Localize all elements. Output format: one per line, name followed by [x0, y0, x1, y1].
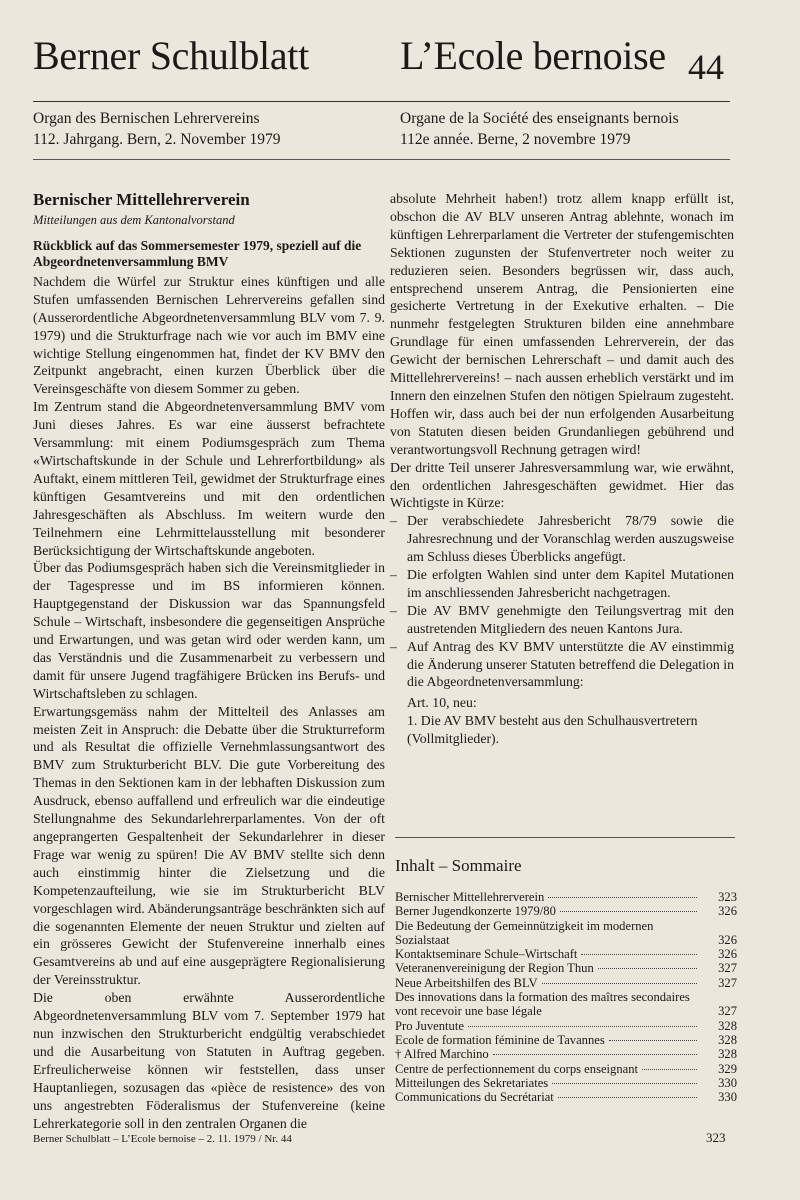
list-dash: – — [390, 602, 397, 618]
contents-entry — [395, 947, 737, 961]
masthead-info-german — [33, 108, 363, 150]
list-item-text: Die AV BMV genehmigte den Teilungsvertrag mit den austretenden Mitgliedern des neuen Kantons Jura. — [407, 602, 734, 636]
list-item — [390, 602, 734, 638]
statute-article-text: 1. Die AV BMV besteht aus den Schulhausvertretern (Vollmitglieder). — [407, 713, 698, 747]
list-item-text: Auf Antrag des KV BMV unterstützte die AV einstimmig die Änderung unserer Statuten betreffend die Delegation in die Abgeordnetenversammlung: — [407, 638, 734, 690]
list-item-text: Die erfolgten Wahlen sind unter dem Kapitel Mutationen im anschliessenden Jahresbericht nachgetragen. — [407, 567, 734, 600]
paragraph: Erwartungsgemäss nahm der Mittelteil des Anlasses am meisten Zeit in Anspruch: die Debatte über die Strukturreform und als Resultat die offizielle Vernehmlassungsantwort des BMV zum Strukturbericht BLV. Die gute Vorbereitung des Themas in den Sektionen kam in der lebhaften Diskussion zum Ausdruck, ebenso auffallend und erfreulich war die eindeutige Stellungnahme des Sekundarlehrerparlamentes. Von der oft angeprangerten Gespaltenheit der Sekundarlehrer in dieser Frage war wenig zu spüren! Die AV BMV stellte sich denn auch einstimmig hinter die Zielsetzung und die Kompetenzaufteilung, wie sie im Strukturbericht BLV vorgeschlagen wird. Abänderungsanträge beschränkten sich auf die sogenannten Elemente der neuen Struktur und zielten auf ein grösseres Gewicht der Stufenvereine innerhalb eines Gesamtvereins ab und auf eine ausgeprägtere Regionalisierung der Vereinsstruktur. — [33, 703, 385, 988]
contents-entry — [395, 1019, 737, 1033]
dot-leader — [560, 911, 697, 912]
list-item — [390, 638, 734, 692]
contents-entry-page: 328 — [718, 1032, 737, 1047]
dot-leader — [468, 1026, 697, 1027]
paragraph: Über das Podiumsgespräch haben sich die Vereinsmitglieder in der Tagespresse und im BS informieren können. Hauptgegenstand der Diskussion war das Spannungsfeld Schule – Wirtschaft, insbesondere die gegenseitigen Ansprüche und Erwartungen, und was getan wird oder werden kann, um das Verständnis und die Zusammenarbeit zu verbessern und damit für unsere Jugend tragfähigere Brücken ins Berufs- und Wirtschaftsleben zu schlagen. — [33, 560, 385, 701]
list-item — [390, 512, 734, 566]
paragraph: Die oben erwähnte Ausserordentliche Abgeordnetenversammlung BLV vom 7. September 1979 hat nun inzwischen den Strukturbericht endgültig verabschiedet und die Ausarbeitung von Statuten in Auftrag gegeben. Erfreulicherweise können wir feststellen, dass unser Hauptanliegen, sozusagen das «pièce de resistence» des von uns angestrebten Föderalismus der Stufenvereine (keine Lehrerkategorie soll in den zentralen Organen die — [33, 990, 385, 1131]
contents-entry-title: Bernischer Mittellehrerverein — [395, 890, 545, 904]
article-headline: Rückblick auf das Sommersemester 1979, speziell auf die Abgeordnetenversammlung BMV — [33, 237, 362, 269]
contents-entry-line — [395, 904, 701, 918]
list-item — [390, 566, 734, 602]
contents-entry-page: 328 — [718, 1018, 737, 1033]
contents-entry-title: Pro Juventute — [395, 1018, 464, 1033]
list-dash: – — [390, 638, 397, 654]
contents-entry-title: Neue Arbeitshilfen des BLV — [395, 975, 538, 990]
dot-leader — [642, 1069, 697, 1070]
section-title: Bernischer Mittellehrerverein — [33, 190, 250, 209]
contents-entry-line — [395, 1047, 701, 1061]
contents-entry-title: Berner Jugendkonzerte 1979/80 — [395, 904, 556, 919]
dot-leader — [493, 1054, 697, 1055]
contents-entry-title: Kontaktseminare Schule–Wirtschaft — [395, 947, 578, 962]
contents-entry-page: 327 — [718, 975, 737, 990]
masthead-title-german: Berner Schulblatt — [33, 33, 309, 78]
contents-entry — [395, 961, 737, 975]
dot-leader — [609, 1040, 697, 1041]
footer-page-number: 323 — [706, 1130, 726, 1145]
dot-leader — [598, 968, 697, 969]
contents-entry-page: 330 — [718, 1075, 737, 1090]
contents-entry-page: 326 — [718, 904, 737, 919]
dot-leader — [558, 1097, 697, 1098]
contents-entry — [395, 1062, 737, 1076]
contents-entry-line — [395, 1033, 701, 1047]
contents-rule — [395, 837, 735, 838]
contents-entry-page: 326 — [718, 947, 737, 962]
dot-leader — [542, 983, 697, 984]
contents-entry-line — [395, 976, 701, 990]
contents-entry-title: Ecole de formation féminine de Tavannes — [395, 1032, 605, 1047]
contents-entry — [395, 1033, 737, 1047]
contents-entry-line — [395, 1019, 701, 1033]
contents-entry — [395, 1090, 737, 1104]
contents-entry-page: 327 — [718, 1004, 737, 1019]
list-dash: – — [390, 567, 397, 583]
org-name-french: Organe de la Société des enseignants bernois — [400, 110, 679, 127]
footer-citation: Berner Schulblatt – L’Ecole bernoise – 2. 11. 1979 / Nr. 44 — [33, 1133, 292, 1145]
contents-entry-title: Veteranenvereinigung der Region Thun — [395, 961, 594, 976]
contents-entry — [395, 1047, 737, 1061]
business-list — [390, 512, 734, 691]
article-column-left — [33, 190, 385, 1132]
contents-entry-title: † Alfred Marchino — [395, 1047, 489, 1062]
paragraph: Der dritte Teil unserer Jahresversammlung war, wie erwähnt, den ordentlichen Jahresgeschäften gewidmet. Hier das Wichtigste in Kürze: — [390, 459, 734, 511]
section-subtitle: Mitteilungen aus dem Kantonalvorstand — [33, 213, 235, 227]
list-item-text: Der verabschiedete Jahresbericht 78/79 sowie die Jahresrechnung und der Voranschlag werden auszugsweise am Schluss dieses Überblicks angefügt. — [407, 513, 734, 565]
contents-entry-line — [395, 1062, 701, 1076]
volume-date-german: 112. Jahrgang. Bern, 2. November 1979 — [33, 131, 281, 148]
contents-entry-title: Communications du Secrétariat — [395, 1090, 554, 1105]
contents-entry-line — [395, 961, 701, 975]
contents-entry-page: 330 — [718, 1090, 737, 1105]
issue-number: 44 — [688, 47, 724, 87]
header-rule — [33, 159, 730, 160]
paragraph: Im Zentrum stand die Abgeordnetenversammlung BMV vom Juni dieses Jahres. Es war eine äusserst befrachtete Versammlung: mit einem Podiumsgespräch zum Thema «Wirtschaftskunde in der Schule und Lehrerfortbildung» als Auftakt, einem mittleren Teil, gewidmet der Strukturfrage eines künftigen Gesamtvereins und mit den ordentlichen Jahresgeschäften als Abschluss. Im weitern wurde den Teilnehmern eine Lehrmittelausstellung mit besonderer Berücksichtigung der Wirtschaftskunde angeboten. — [33, 399, 385, 558]
paragraph: absolute Mehrheit haben!) trotz allem knapp erfüllt ist, obschon die AV BLV unseren Antrag ablehnte, wonach im künftigen Lehrerparlament die Vertreter der stufengemischten Sektionen zugunsten der Stufenvertreter noch weiter zu reduzieren seien. Besonders begrüssen wir, dass auch, entsprechend unserem Antrag, die Pensionierten eine gesicherte Vertretung in der Exekutive erhalten. – Die nunmehr festgelegten Strukturen bilden eine annehmbare Grundlage für einen umfassenden Lehrerverein, der das Gewicht der bernischen Lehrerschaft – und damit auch des Mittellehrervereins! – nach aussen erheblich verstärkt und im Innern den einzelnen Stufen den nötigen Spielraum zugesteht. Hoffen wir, dass auch bei der nun erfolgenden Ausarbeitung von Statuten diesen beiden Grundanliegen gebührend und verantwortungsvoll Rechnung getragen wird! — [390, 191, 734, 457]
contents-entry-line — [395, 1090, 701, 1104]
contents-entry-line — [395, 990, 701, 1019]
contents-entry — [395, 990, 737, 1019]
masthead-title-french: L’Ecole bernoise — [400, 33, 666, 78]
list-dash: – — [390, 513, 397, 529]
contents-list — [395, 890, 737, 1104]
article-column-right — [390, 190, 734, 748]
org-name-german: Organ des Bernischen Lehrervereins — [33, 110, 260, 127]
dot-leader — [552, 1083, 697, 1084]
contents-entry — [395, 919, 737, 948]
contents-entry-page: 323 — [718, 890, 737, 904]
contents-entry — [395, 890, 737, 904]
statute-article-heading: Art. 10, neu: — [407, 695, 477, 711]
contents-entry-line — [395, 890, 701, 904]
contents-title: Inhalt – Sommaire — [395, 856, 522, 875]
contents-entry-title: Die Bedeutung der Gemeinnützigkeit im modernen Sozialstaat — [395, 918, 654, 947]
contents-entry — [395, 976, 737, 990]
contents-entry-line — [395, 947, 701, 961]
masthead-rule — [33, 101, 730, 102]
contents-entry-page: 326 — [718, 932, 737, 947]
contents-entry-line — [395, 919, 701, 948]
contents-entry-title: Centre de perfectionnement du corps enseignant — [395, 1061, 639, 1076]
masthead-info-french — [400, 108, 740, 150]
contents-entry-page: 328 — [718, 1047, 737, 1062]
contents-entry-page: 327 — [718, 961, 737, 976]
contents-entry-line — [395, 1076, 701, 1090]
volume-date-french: 112e année. Berne, 2 novembre 1979 — [400, 131, 631, 148]
contents-entry — [395, 904, 737, 918]
contents-entry-title: Mitteilungen des Sekretariates — [395, 1075, 549, 1090]
contents-entry-page: 329 — [718, 1061, 737, 1076]
dot-leader — [581, 954, 697, 955]
contents-entry-title: Des innovations dans la formation des maîtres secondaires vont recevoir une base légale — [395, 990, 690, 1019]
paragraph: Nachdem die Würfel zur Struktur eines künftigen und alle Stufen umfassenden Bernischen Lehrervereins gefallen sind (Ausserordentliche Abgeordnetenversammlung BLV vom 7. 9. 1979) und die Strukturfrage nach wie vor auch im BMV eine wichtige Stellung eingenommen hat, findet der KV BMV den Zeitpunkt angebracht, einen kurzen Überblick über die Vereinsgeschäfte von diesem Sommer zu geben. — [33, 273, 385, 397]
dot-leader — [548, 897, 697, 898]
contents-entry — [395, 1076, 737, 1090]
